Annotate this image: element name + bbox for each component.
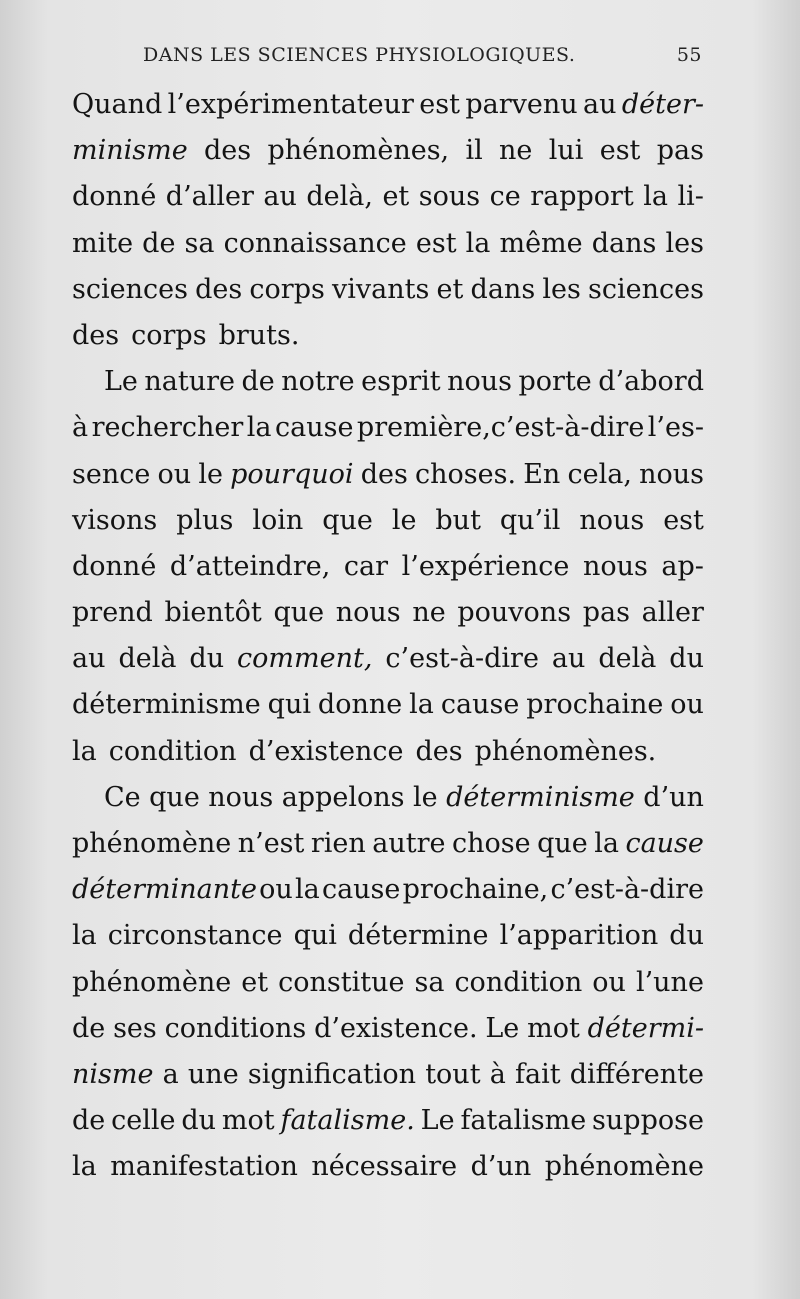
word: pouvons <box>457 597 572 629</box>
word: sciences <box>72 273 188 305</box>
word: porte <box>518 366 592 398</box>
word: la <box>643 181 669 213</box>
word: choses. <box>415 458 517 490</box>
word: que <box>149 781 200 813</box>
word: d’aller <box>165 181 254 213</box>
text-line <box>72 221 704 267</box>
word: de <box>241 366 275 398</box>
word: des <box>360 458 408 490</box>
word: du <box>181 1105 217 1137</box>
word: l’apparition <box>499 920 659 952</box>
word: loin <box>252 504 304 536</box>
word: Le <box>104 366 138 398</box>
italic-word: minisme <box>72 135 188 167</box>
word: corps <box>131 319 207 351</box>
word: phénomènes, <box>267 135 450 167</box>
word: du <box>669 643 704 675</box>
word: la <box>409 689 434 721</box>
word: différente <box>569 1058 704 1090</box>
word: condition <box>454 966 583 998</box>
word: donne <box>317 689 403 721</box>
word: Quand <box>72 89 163 120</box>
word: connaissance <box>223 227 407 259</box>
word: phénomène <box>72 828 232 859</box>
word: esprit <box>361 366 441 398</box>
word: phénomène <box>72 966 232 998</box>
word: le <box>391 504 417 536</box>
word: à <box>489 1058 506 1090</box>
word: appelons <box>281 781 405 813</box>
word: même <box>499 227 583 259</box>
word: signification <box>247 1058 417 1090</box>
word: l’expérience <box>401 550 570 582</box>
word: conditions <box>164 1012 307 1044</box>
word: que <box>537 828 588 859</box>
text-line <box>72 775 704 821</box>
text-line <box>72 498 704 544</box>
word: chose <box>452 828 531 859</box>
word: donné <box>72 550 157 582</box>
word: fatalisme <box>460 1105 587 1137</box>
word: ne <box>499 135 533 167</box>
word: vivants <box>332 273 430 305</box>
italic-word: fatalisme. <box>280 1105 415 1137</box>
word: la <box>72 735 97 767</box>
word: mot <box>221 1105 275 1137</box>
word: et <box>382 181 410 213</box>
word: visons <box>72 504 158 536</box>
word: rechercher <box>91 412 244 444</box>
text-line <box>72 636 704 682</box>
italic-word: détermi- <box>587 1012 704 1044</box>
word: celle <box>111 1105 176 1137</box>
word: la <box>295 874 320 906</box>
word: sence <box>72 458 151 490</box>
text-line <box>72 82 704 128</box>
word: du <box>669 920 704 952</box>
body-text <box>72 82 704 1191</box>
text-line <box>72 359 704 405</box>
word: fait <box>515 1058 561 1090</box>
word: nous <box>582 550 648 582</box>
word: des <box>195 273 243 305</box>
word: qu’il <box>499 504 561 536</box>
word: l’une <box>635 966 704 998</box>
word: au <box>263 181 297 213</box>
word: et <box>436 273 464 305</box>
text-line <box>72 128 704 174</box>
word: pas <box>582 597 630 629</box>
word: prochaine <box>526 689 664 721</box>
word: nous <box>579 504 645 536</box>
word: nécessaire <box>311 1151 458 1183</box>
word: cause <box>321 874 401 906</box>
text-line <box>72 1052 704 1098</box>
word: des <box>415 735 463 767</box>
text-line <box>72 682 704 728</box>
word: ou <box>670 689 704 721</box>
word: prend <box>72 597 153 629</box>
word: dans <box>470 273 536 305</box>
word: cause <box>274 412 354 444</box>
word: pas <box>656 135 704 167</box>
italic-word: déterminisme <box>446 781 635 813</box>
running-title: DANS LES SCIENCES PHYSIOLOGIQUES. <box>143 44 576 66</box>
word: d’abord <box>598 366 704 398</box>
word: d’un <box>643 781 704 813</box>
word: d’existence. <box>314 1012 478 1044</box>
word: est <box>599 135 641 167</box>
word: est <box>663 504 704 536</box>
italic-word: cause <box>625 828 704 859</box>
word: autre <box>372 828 446 859</box>
word: de <box>72 1012 106 1044</box>
word: nous <box>639 458 704 490</box>
word: suppose <box>592 1105 704 1137</box>
word: sa <box>184 227 215 259</box>
word: au <box>72 643 106 675</box>
italic-word: nisme <box>72 1058 154 1090</box>
word: première,c’est-à-dire <box>356 412 645 444</box>
word: la <box>465 227 491 259</box>
word: ou <box>157 458 192 490</box>
word: li- <box>677 181 704 213</box>
word: l’expérimentateur <box>167 89 414 120</box>
word: de <box>72 1105 106 1137</box>
word: du <box>189 643 225 675</box>
word: ap- <box>661 550 704 582</box>
word: d’atteindre, <box>169 550 331 582</box>
text-line <box>72 913 704 959</box>
word: au <box>551 643 586 675</box>
word: nous <box>447 366 513 398</box>
word: prochaine, <box>402 874 549 906</box>
word: bientôt <box>164 597 262 629</box>
word: bruts. <box>218 319 300 351</box>
word: la <box>72 920 97 952</box>
word: le <box>198 458 223 490</box>
word: n’est <box>237 828 305 859</box>
word: qui <box>267 689 311 721</box>
word: la <box>594 828 619 859</box>
word: est <box>415 227 457 259</box>
text-line <box>72 405 704 451</box>
word: c’est-à-dire <box>550 874 704 906</box>
word: au <box>583 89 617 120</box>
word: déterminisme <box>72 689 261 721</box>
word: les <box>542 273 581 305</box>
word: En <box>523 458 561 490</box>
word: Le <box>485 1012 520 1044</box>
word: nature <box>144 366 236 398</box>
word: à <box>72 412 89 444</box>
word: ce <box>489 181 521 213</box>
text-line <box>72 1144 704 1190</box>
word: des <box>204 135 252 167</box>
word: que <box>322 504 373 536</box>
word: c’est-à-dire <box>385 643 539 675</box>
word: est <box>419 89 460 120</box>
word: de <box>142 227 176 259</box>
word: mot <box>527 1012 580 1044</box>
word: tout <box>425 1058 481 1090</box>
word: ou <box>592 966 626 998</box>
word: circonstance <box>107 920 283 952</box>
word: rapport <box>530 181 634 213</box>
word: phénomène <box>544 1151 704 1183</box>
running-head <box>143 44 702 72</box>
text-line <box>72 960 704 1006</box>
word: ses <box>113 1012 157 1044</box>
word: sciences <box>588 273 704 305</box>
word: delà <box>598 643 657 675</box>
word: delà, <box>306 181 373 213</box>
word: Ce <box>104 781 141 813</box>
word: sa <box>414 966 445 998</box>
word: aller <box>641 597 704 629</box>
word: nous <box>208 781 274 813</box>
word: Le <box>420 1105 455 1137</box>
word: car <box>343 550 389 582</box>
text-line <box>72 821 704 867</box>
word: corps <box>249 273 325 305</box>
text-line <box>72 729 704 775</box>
word: rien <box>310 828 366 859</box>
text-line <box>72 452 704 498</box>
word: manifestation <box>110 1151 298 1183</box>
word: cause <box>440 689 520 721</box>
word: le <box>412 781 438 813</box>
text-line <box>72 1006 704 1052</box>
word: des <box>72 319 120 351</box>
italic-word: déter- <box>621 89 704 120</box>
word: cela, <box>567 458 632 490</box>
word: d’existence <box>248 735 404 767</box>
word: l’es- <box>647 412 704 444</box>
word: qui <box>293 920 337 952</box>
text-line <box>72 1098 704 1144</box>
word: que <box>273 597 325 629</box>
word: donné <box>72 181 157 213</box>
word: notre <box>281 366 355 398</box>
text-line <box>72 867 704 913</box>
word: nous <box>335 597 401 629</box>
word: a <box>162 1058 179 1090</box>
word: phénomènes. <box>474 735 657 767</box>
word: condition <box>108 735 237 767</box>
word: delà <box>118 643 177 675</box>
word: mite <box>72 227 134 259</box>
word: parvenu <box>465 89 578 120</box>
text-line <box>72 174 704 220</box>
word: une <box>187 1058 239 1090</box>
word: ne <box>412 597 446 629</box>
italic-word: pourquoi <box>230 458 354 490</box>
page-number: 55 <box>676 44 702 66</box>
word: plus <box>176 504 234 536</box>
word: il <box>465 135 483 167</box>
word: d’un <box>470 1151 532 1183</box>
word: but <box>435 504 481 536</box>
text-line <box>72 590 704 636</box>
text-line <box>72 267 704 313</box>
word: ou <box>259 874 293 906</box>
text-line <box>72 544 704 590</box>
word: dans <box>591 227 657 259</box>
word: sous <box>418 181 481 213</box>
word: lui <box>548 135 584 167</box>
word: la <box>246 412 272 444</box>
italic-word: comment, <box>237 643 373 675</box>
word: détermine <box>347 920 489 952</box>
word: constitue <box>278 966 405 998</box>
word: les <box>665 227 704 259</box>
word: la <box>72 1151 97 1183</box>
text-line <box>72 313 704 359</box>
word: et <box>241 966 269 998</box>
italic-word: déterminante <box>72 874 257 906</box>
